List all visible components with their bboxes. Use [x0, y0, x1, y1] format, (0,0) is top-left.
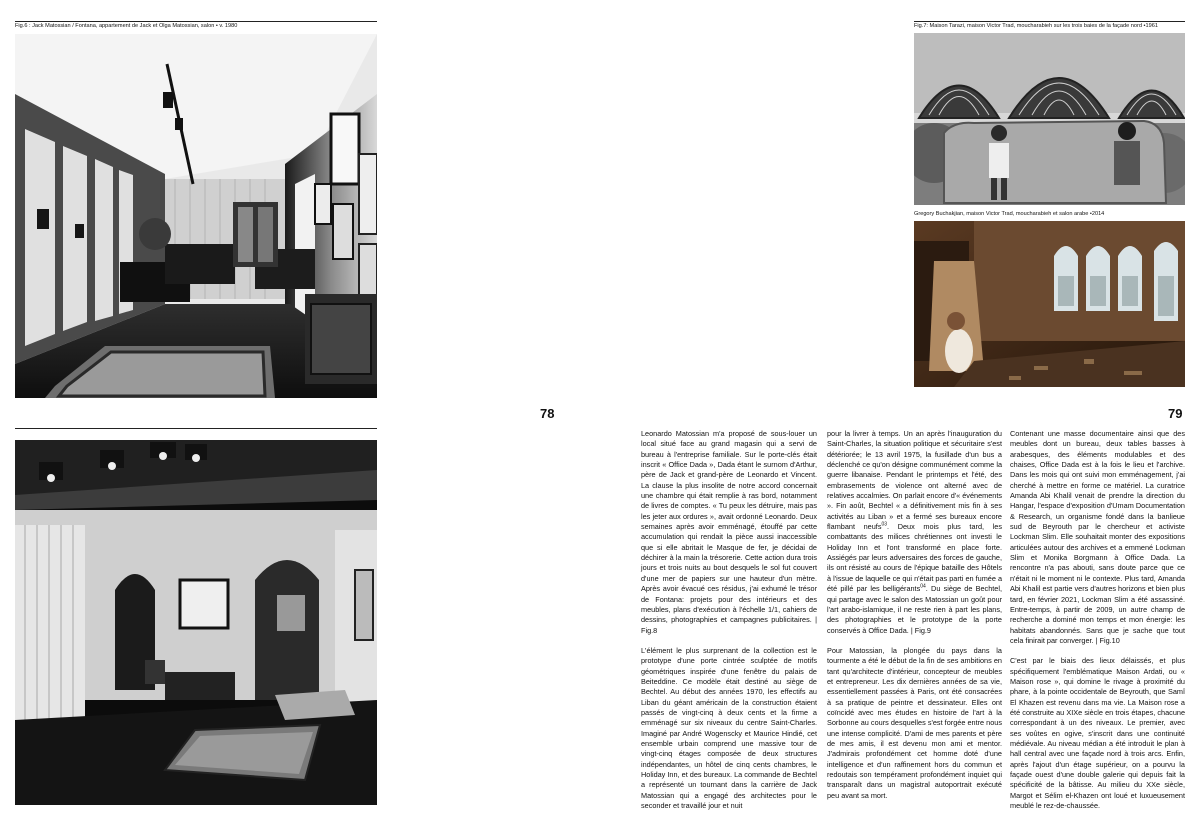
photo2-caption: Gregory Buchakjian, maison Victor Trad, moucharabieh et salon arabe •2014	[914, 211, 1105, 217]
salon-arabe-photo	[914, 221, 1185, 387]
footnote-04: 04	[920, 583, 926, 590]
fig7-moucharabieh-photo	[914, 33, 1185, 205]
mid-rule-left	[15, 428, 377, 429]
col3-p1-text: Contenant une masse documentaire ainsi que des meubles dont un bureau, deux tables basses à arabesques, des éléments modulables et des chaises, Office Dada est à la fois le lieu et l'archive. Dans les mois qui ont suivi mon emménagement, j'ai cherché à mettre en forme ce matériel. La curatrice Amanda Abi Khalil venait de prendre la direction du Hangar, l'espace d'exposition d'Umam Documentation & Research, un organisme fondé dans la banlieue sud de Beyrouth par le chercheur et activiste Lockman Slim. Elle souhaitait monter des expositions articulées autour des archives et a emmené Lockman Slim et Monika Borgmann à Office Dada. La rencontre n'a pas abouti, sans doute parce que ce n'était ni le moment ni le contexte. Plus tard, Amanda Abi Khalil est partie vers d'autres horizons et bien plus tard, en février 2021, Lockman Slim a été assassiné. Entre-temps, à partir de 2009, un autre champ de recherche a dominé mon temps et mon énergie: les habitats abandonnés. Sans que je sache que tout cela finirait par converger.	[1010, 429, 1185, 645]
fig10-reference: | Fig.10	[1095, 635, 1120, 645]
text-column-2	[827, 429, 1002, 811]
fig9-reference: | Fig.9	[910, 625, 931, 635]
col1-paragraph-2: L'élément le plus surprenant de la collection est le prototype d'une porte cintrée sculptée de motifs géométriques inspirée d'une fenêtre du palais de Beiteddine. Ce modèle était destiné au siège de Bechtel. Au début des années 1970, les effectifs au Liban du géant américain de la construction étaient passés de vingt-cinq à deux cents et la firme a emménagé sur six niveaux du centre Saint-Charles. Imaginé par André Wogenscky et Maurice Hindié, cet ensemble urbain comprend une massive tour de vingt-cinq étages composée de deux structures indépendantes, un hôtel de cinq cents chambres, le Holiday Inn, et des bureaux. La commande de Bechtel a représenté un tournant dans la carrière de Jack Matossian qui a engagé des architectes pour le seconder et travaillé jour et nuit	[641, 645, 817, 811]
footnote-03: 03	[881, 521, 888, 528]
text-column-1	[641, 429, 817, 821]
fig6-salon-photo	[15, 34, 377, 398]
col2-p1-text-c: . Du siège de Bechtel, qui partage avec le salon des Matossian un goût pour l'art arabo-islamique, il ne reste rien à part les plans, des photographies et le prototype de la porte conservés à Office Dada.	[827, 584, 1002, 635]
col3-paragraph-2: C'est par le biais des lieux délaissés, et plus spécifiquement l'emblématique Maison Ardati, ou « Maison rose », qui domine le rivage à proximité du phare, à la pointe occidentale de Beyrouth, que Samî El Khazen est revenu dans ma vie. La Maison rose a été construite au XIXe siècle en trois étapes, chacune correspondant à un des niveaux. Le premier, avec ses voûtes en ogive, s'inscrit dans une continuité médiévale. Au niveau médian a été introduit le plan à hall central avec une façade nord à trois arcs. Enfin, après l'ajout d'un étage supérieur, on a pourvu la façade ouest d'une double galerie qui depuis fait la spécificité de la bâtisse. Au milieu du XXe siècle, Margot et Sélim el-Khazen ont loué et luxueusement meublé le rez-de-chaussée.	[1010, 656, 1185, 811]
text-column-3	[1010, 429, 1185, 821]
col3-paragraph-1	[1010, 429, 1185, 646]
col1-p1-text: Leonardo Matossian m'a proposé de sous-louer un local situé face au grand magasin qui a servi de bureau à l'entreprise familiale. Sur le porte-clés était inscrit « Office Dada », Dada étant le surnom d'Arthur, père de Jack et grand-père de Leonardo et Vincent. La clause la plus insolite de notre accord concernait une chambre qui était remplie à ras bord, notamment de livres de comptes. « Tu peux les détruire, mais pas les jeter aux ordures », avait ordonné Leonardo. Deux semaines après avoir emménagé, étouffé par cette accumulation qui rendait la pièce aussi inaccessible que si elle abritait le Masque de fer, je décidai de déchirer à la main la trésorerie. Cette action dura trois jours et trois nuits au bout desquels le sol fut couvert d'une mer de papiers sur une hauteur d'un mètre. Après avoir évacué ces résidus, j'ai exhumé le trésor de Fontana: projets pour des intérieurs et des meubles, plans d'exécution à l'échelle 1/1, cahiers de dessins, photographies et campagnes publicitaires.	[641, 429, 817, 625]
fig6-caption: Fig.6 : Jack Matossian / Fontana, appartement de Jack et Olga Matossian, salon • v. 1980	[15, 23, 238, 29]
page-number-right: 79	[1168, 406, 1183, 421]
col2-p1-text: pour la livrer à temps. Un an après l'inauguration du Saint-Charles, la situation politique et sécuritaire s'est détériorée; le 13 avril 1975, la fusillade d'un bus a déclenché ce qu'on désigne communément comme la guerre libanaise. Pendant le printemps et l'été, des embrasements de violence ont alterné avec de relatives accalmies. On parlait encore d'« événements ». Fin août, Bechtel « a définitivement mis fin à ses activités au Liban » et a fermé ses bureaux encore flambant neufs	[827, 429, 1002, 532]
col2-p1-text-b: . Deux mois plus tard, les combattants des milices chrétiennes ont investi le Holiday Inn et l'ont transformé en place forte. Assiégés par leurs adversaires des forces de gauche, ils ont résisté au cours de l'épique bataille des Hôtels à l'issue de laquelle ce qui n'était pas parti en fumée a été pillé par les belligérants	[827, 522, 1002, 594]
arched-interior-photo	[15, 440, 377, 805]
col2-paragraph-1	[827, 429, 1002, 636]
fig7-caption: Fig.7: Maison Tarazi, maison Victor Trad, moucharabieh sur les trois baies de la façade nord •1961	[914, 23, 1158, 29]
col2-paragraph-2: Pour Matossian, la plongée du pays dans la tourmente a été le début de la fin de ses ambitions en tant qu'architecte d'intérieur, concepteur de meubles et entrepreneur. Les dix dernières années de sa vie, essentiellement passées à Paris, ont été consacrées à sa pratique de peintre et dessinateur. Elles ont coïncidé avec mes études en histoire de l'art à la Sorbonne au cours desquelles s'est forgée entre nous une intense complicité. D'ami de mes parents et père de mes amis, il est devenu mon ami et mentor. J'admirais profondément cet homme doté d'une intelligence et d'un raffinement hors du commun et redoutais son tempérament profondément inquiet qui transparaît dans un magistral autoportrait exécuté peu avant sa mort.	[827, 645, 1002, 800]
top-rule-right	[914, 21, 1185, 22]
col1-paragraph-1	[641, 429, 817, 636]
page-number-left: 78	[540, 406, 555, 421]
fig8-reference: | Fig.8	[641, 615, 817, 635]
top-rule-left	[15, 21, 377, 22]
